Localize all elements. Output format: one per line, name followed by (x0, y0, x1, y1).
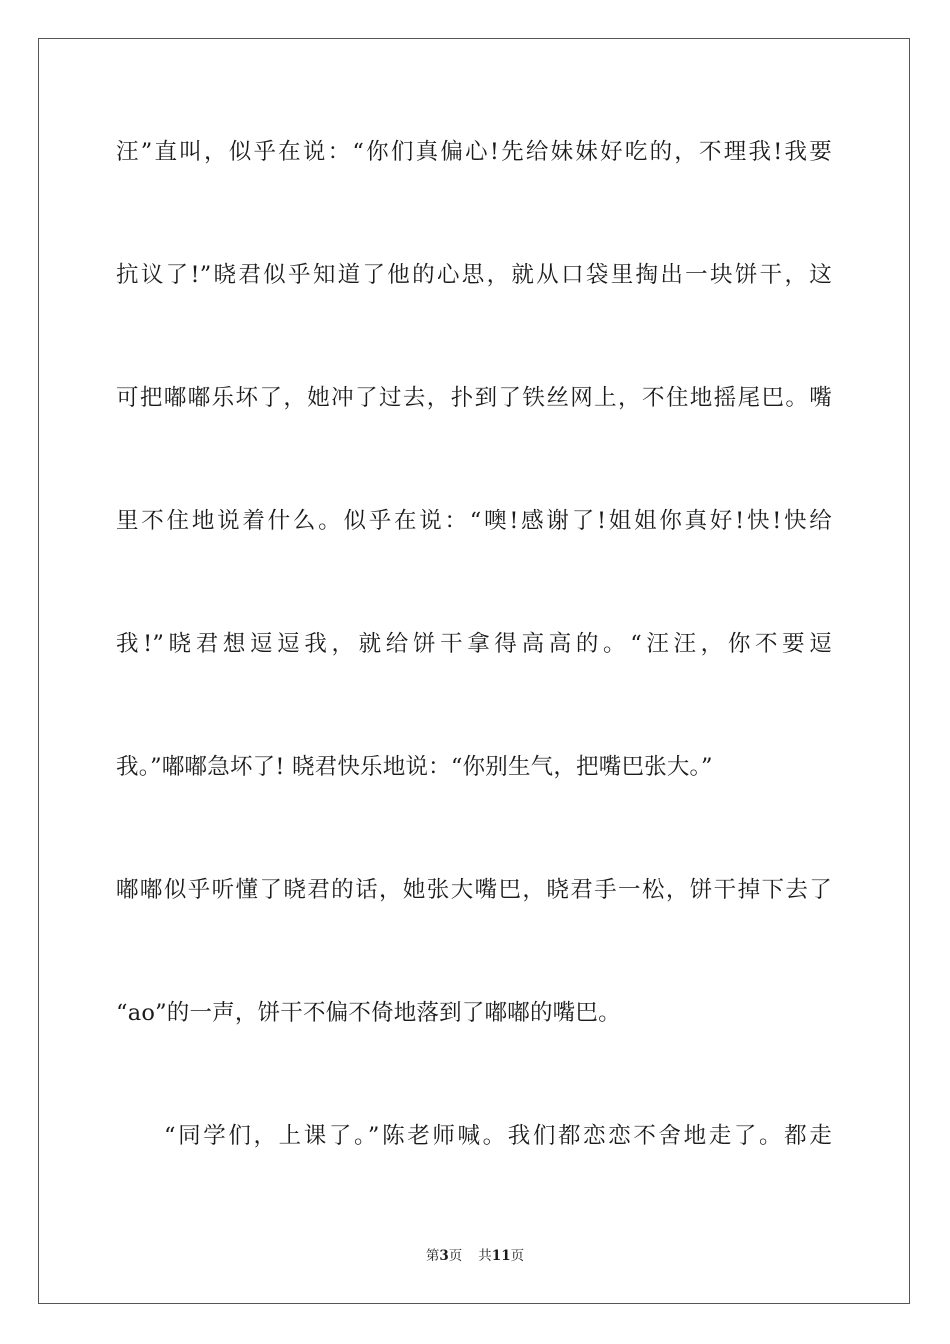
page-label-suffix: 页 (448, 1248, 463, 1264)
page-label-prefix: 第 (425, 1248, 440, 1264)
total-label-prefix: 共 (478, 1248, 492, 1264)
text-line: 抗议了!”晓君似乎知道了他的心思，就从口袋里掏出一块饼干，这 (116, 262, 832, 288)
text-line: 嘟嘟似乎听懂了晓君的话，她张大嘴巴，晓君手一松，饼干掉下去了 (116, 877, 832, 903)
page-footer (0, 1247, 950, 1265)
text-line: 我。”嘟嘟急坏了! 晓君快乐地说：“你别生气，把嘴巴张大。” (116, 754, 713, 780)
page-border (38, 38, 910, 1304)
page-number: 3 (439, 1248, 449, 1264)
total-label-suffix: 页 (510, 1248, 525, 1264)
total-pages: 11 (491, 1248, 511, 1264)
text-line: 里不住地说着什么。似乎在说：“噢!感谢了!姐姐你真好!快!快给 (116, 508, 832, 534)
text-line-indented: “同学们，上课了。”陈老师喊。我们都恋恋不舍地走了。都走 (164, 1123, 832, 1149)
text-line: 可把嘟嘟乐坏了，她冲了过去，扑到了铁丝网上，不住地摇尾巴。嘴 (116, 385, 832, 411)
text-line: “ao”的一声，饼干不偏不倚地落到了嘟嘟的嘴巴。 (116, 1000, 621, 1026)
text-line: 汪”直叫，似乎在说：“你们真偏心!先给妹妹好吃的，不理我!我要 (116, 139, 832, 165)
text-line: 我!”晓君想逗逗我，就给饼干拿得高高的。“汪汪，你不要逗 (116, 631, 832, 657)
